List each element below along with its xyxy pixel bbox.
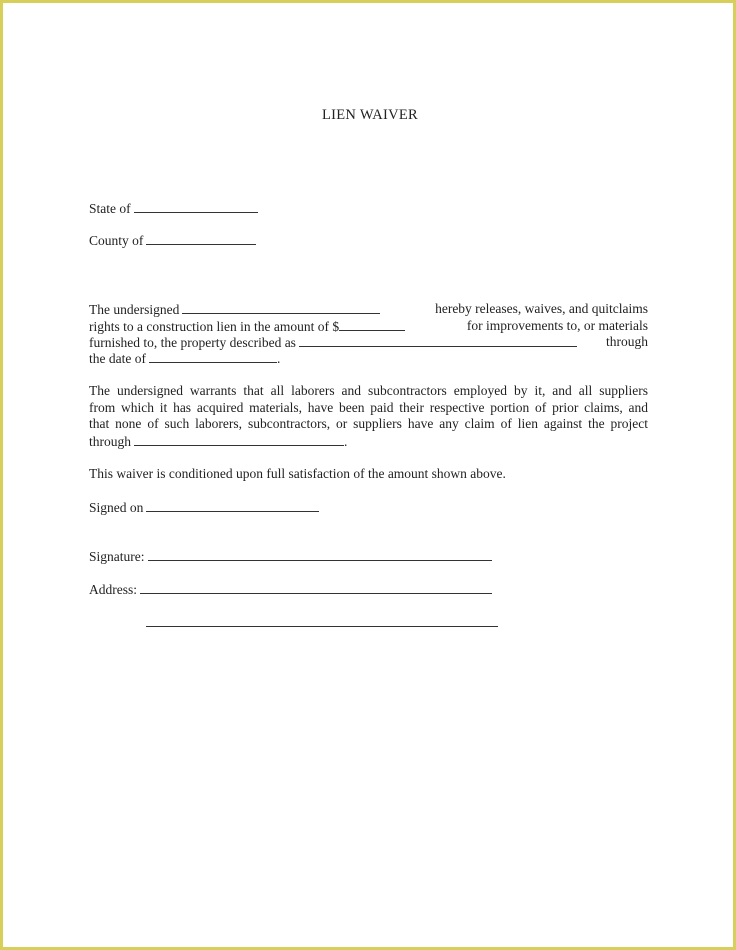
county-row [89,232,256,250]
para1-line3 [89,334,648,352]
condition-paragraph: This waiver is conditioned upon full satisfaction of the amount shown above. [89,466,506,481]
para1-text: rights to a construction lien in the amount of $ [89,319,340,334]
signed-on-row [89,499,319,517]
undersigned-name-blank[interactable] [182,301,380,314]
signature-label: Signature: [89,549,145,564]
para2-line1: The undersigned warrants that all laborers and subcontractors employed by it, and all suppliers [89,383,648,398]
para1-line4 [89,350,280,368]
signature-row [89,548,492,566]
amount-blank[interactable] [339,318,405,331]
para1-line1 [89,301,648,319]
address-row [89,581,492,599]
warranty-paragraph [89,383,648,433]
state-blank[interactable] [134,200,258,213]
para2-line2: from which it has acquired materials, have been paid their respective portion of prior claims, and [89,399,648,415]
document-title: LIEN WAIVER [321,107,419,123]
address-blank-line1[interactable] [140,581,492,594]
state-row [89,200,258,218]
signed-on-label: Signed on [89,500,144,515]
para1-text: furnished to, the property described as [89,335,296,350]
address-label: Address: [89,582,137,597]
state-label: State of [89,201,131,216]
date-blank[interactable] [149,350,277,363]
para1-text: through [606,334,648,349]
signature-blank[interactable] [148,548,492,561]
signed-on-blank[interactable] [146,499,319,512]
para2-text: . [344,434,348,449]
para1-text: for improvements to, or materials [466,318,648,333]
para1-text: The undersigned [89,302,180,317]
para2-text: through [89,434,131,449]
project-through-blank[interactable] [134,433,344,446]
para2-line4 [89,433,347,451]
property-description-blank[interactable] [299,334,577,347]
county-label: County of [89,233,144,248]
para2-line3: that none of such laborers, subcontractors, or suppliers have any claim of lien against the project [89,416,648,431]
para1-text: . [276,351,281,366]
para1-text: hereby releases, waives, and quitclaims [435,301,648,316]
para1-line2 [89,318,648,336]
county-blank[interactable] [146,232,256,245]
address-blank-line2[interactable] [146,625,498,627]
para1-text: the date of [89,351,146,366]
